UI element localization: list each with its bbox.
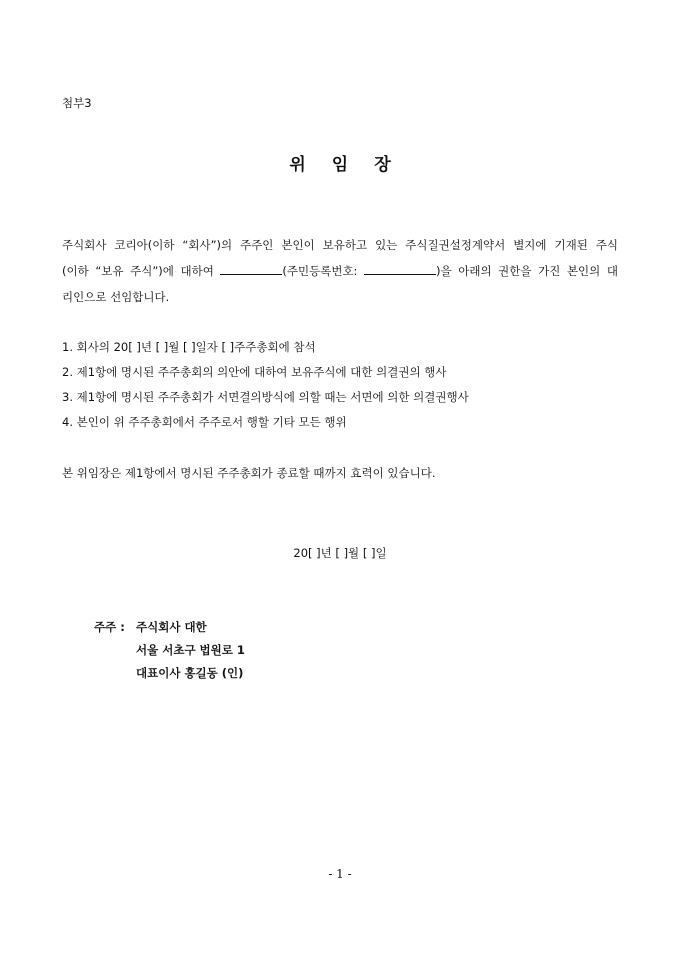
intro-paragraph [62, 232, 618, 310]
page-number: - 1 - [328, 867, 352, 881]
authority-item-3: 3. 제1항에 명시된 주주총회가 서면결의방식에 의할 때는 서면에 의한 의결권행사 [62, 390, 469, 404]
authority-item-4: 4. 본인이 위 주주총회에서 주주로서 행할 기타 모든 행위 [62, 415, 347, 429]
shareholder-name: 주식회사 대한 [136, 620, 207, 634]
intro-line-2-part-c: )을 아래의 권한을 가진 본인의 대 [436, 264, 618, 278]
validity-statement: 본 위임장은 제1항에서 명시된 주주총회가 종료할 때까지 효력이 있습니다. [62, 466, 436, 480]
intro-line-3: 리인으로 선임합니다. [62, 290, 170, 304]
authority-item-1: 1. 회사의 20[ ]년 [ ]월 [ ]일자 [ ]주주총회에 참석 [62, 340, 316, 354]
date-line: 20[ ]년 [ ]월 [ ]일 [293, 546, 387, 560]
intro-line-2-part-b: (주민등록번호: [282, 264, 358, 278]
authority-item-2: 2. 제1항에 명시된 주주총회의 의안에 대하여 보유주식에 대한 의결권의 행사 [62, 365, 447, 379]
intro-line-2-part-a: (이하 “보유 주식”)에 대하여 [62, 264, 214, 278]
document-title: 위임장 [289, 155, 417, 175]
shareholder-label: 주주 : [94, 620, 125, 634]
shareholder-address: 서울 서초구 법원로 1 [136, 643, 245, 657]
agent-name-blank[interactable] [220, 262, 282, 275]
attachment-label: 첨부3 [62, 96, 92, 110]
shareholder-representative: 대표이사 홍길동 (인) [136, 666, 244, 680]
intro-line-1: 주식회사 코리아(이하 “회사”)의 주주인 본인이 보유하고 있는 주식질권설정계약서 별지에 기재된 주식 [62, 238, 618, 252]
intro-line-2 [62, 258, 618, 284]
resident-number-blank[interactable] [364, 262, 436, 275]
